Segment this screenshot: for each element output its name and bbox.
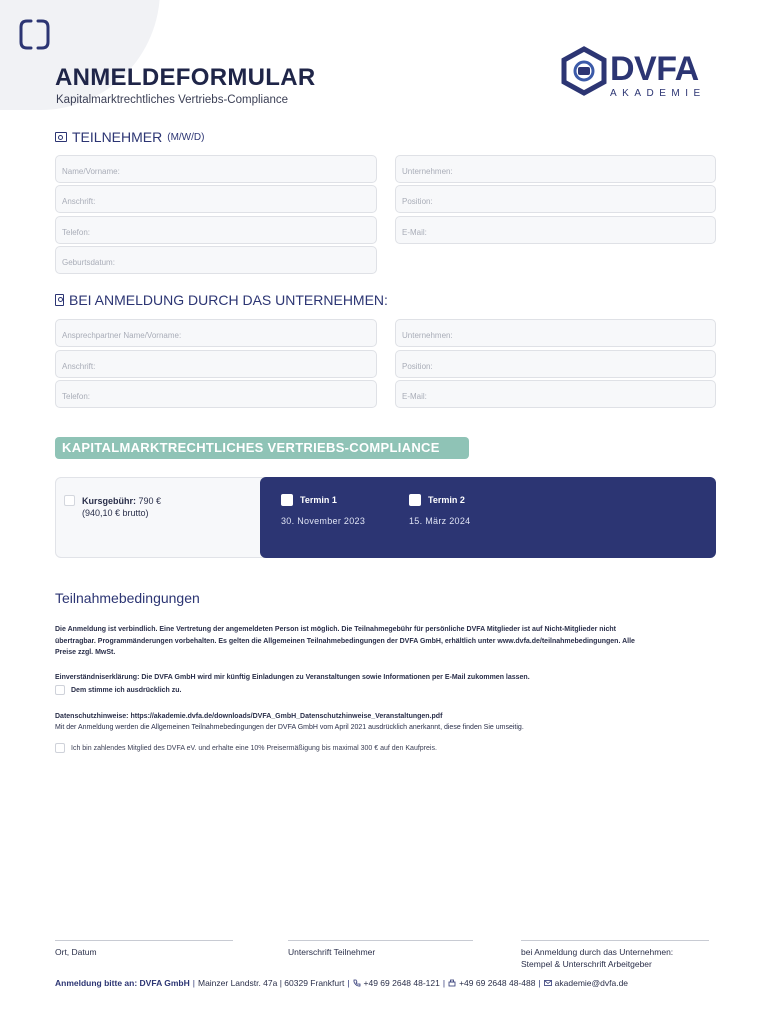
participant-name-field[interactable] bbox=[55, 155, 377, 183]
consent-text: Einverständniserklärung: Die DVFA GmbH wird mir künftig Einladungen zu Veranstaltungen sowie Informationen per E-Mail zukommen lassen. bbox=[55, 674, 530, 681]
consent-check-line bbox=[55, 685, 181, 695]
field-label: Unternehmen: bbox=[402, 167, 453, 176]
consent-check-label: Dem stimme ich ausdrücklich zu. bbox=[71, 686, 182, 694]
field-label: Ansprechpartner Name/Vorname: bbox=[62, 331, 182, 340]
course-fee-box bbox=[55, 477, 265, 558]
signature-participant bbox=[288, 940, 473, 958]
fee-value: 790 € bbox=[138, 496, 162, 506]
dvfa-logo bbox=[558, 46, 718, 102]
participant-position-field[interactable] bbox=[395, 185, 716, 213]
signature-label: bei Anmeldung durch das Unternehmen: bbox=[521, 947, 674, 957]
page-subtitle: Kapitalmarktrechtliches Vertriebs-Compliance bbox=[56, 94, 289, 106]
company-section-title bbox=[55, 292, 388, 308]
field-label: Telefon: bbox=[62, 228, 91, 237]
company-address-field[interactable] bbox=[55, 350, 377, 378]
fax-icon bbox=[448, 979, 456, 987]
signature-company bbox=[521, 940, 709, 970]
mail-icon bbox=[544, 979, 552, 987]
company-company-field[interactable] bbox=[395, 319, 716, 347]
id-card-icon bbox=[55, 132, 67, 142]
footer-phone[interactable]: +49 69 2648 48-121 bbox=[363, 978, 440, 988]
conditions-heading: Teilnahmebedingungen bbox=[55, 590, 200, 606]
termin2-label: Termin 2 bbox=[428, 495, 465, 505]
participant-email-field[interactable] bbox=[395, 216, 716, 244]
participant-birthdate-field[interactable] bbox=[55, 246, 377, 274]
footer-fax[interactable]: +49 69 2648 48-488 bbox=[459, 978, 536, 988]
signature-label: Stempel & Unterschrift Arbeitgeber bbox=[521, 959, 652, 969]
footer-contact: Anmeldung bitte an: DVFA GmbH | Mainzer Landstr. 47a | 60329 Frankfurt | +49 69 2648 48-121 | +49 69 2648 48-488 | akademie@dvfa.de bbox=[55, 978, 629, 988]
field-label: E-Mail: bbox=[402, 228, 427, 237]
footer-address: Mainzer Landstr. 47a | 60329 Frankfurt bbox=[197, 978, 345, 988]
phone-icon bbox=[353, 979, 361, 987]
field-label: Name/Vorname: bbox=[62, 167, 120, 176]
building-icon bbox=[55, 294, 64, 306]
termin2 bbox=[409, 494, 465, 506]
signature-label: Unterschrift Teilnehmer bbox=[288, 947, 376, 957]
course-band: KAPITALMARKTRECHTLICHES VERTRIEBS-COMPLIANCE bbox=[55, 437, 469, 459]
company-contact-field[interactable] bbox=[55, 319, 377, 347]
field-label: Anschrift: bbox=[62, 362, 96, 371]
termin1-label: Termin 1 bbox=[300, 495, 337, 505]
logo-brand: DVFA bbox=[610, 50, 699, 88]
termin2-checkbox[interactable] bbox=[409, 494, 421, 506]
course-fee-checkbox[interactable] bbox=[64, 495, 75, 506]
signature-place-date bbox=[55, 940, 233, 958]
participant-address-field[interactable] bbox=[55, 185, 377, 213]
field-label: Unternehmen: bbox=[402, 331, 453, 340]
company-title-text: BEI ANMELDUNG DURCH DAS UNTERNEHMEN: bbox=[69, 292, 388, 308]
course-dates-box bbox=[260, 477, 716, 558]
member-check-line bbox=[55, 743, 437, 753]
footer-lead: Anmeldung bitte an: bbox=[55, 978, 138, 988]
consent-checkbox[interactable] bbox=[55, 685, 65, 695]
field-label: Anschrift: bbox=[62, 197, 96, 206]
company-position-field[interactable] bbox=[395, 350, 716, 378]
member-checkbox[interactable] bbox=[55, 743, 65, 753]
participant-title-suffix: (M/W/D) bbox=[167, 131, 205, 143]
conditions-paragraph: Die Anmeldung ist verbindlich. Eine Vertretung der angemeldeten Person ist möglich. Die Teilnahmegebühr für persönliche DVFA Mitglieder ist auf Nicht-Mitglieder nicht übertragbar. Programmänderungen vorbehalten. Es gelten die Allgemeinen Teilnahmebedingungen der DVFA GmbH, erhältlich unter www.dvfa.de/teilnahmebedingungen. Alle Preise zzgl. MwSt. bbox=[55, 626, 635, 656]
field-label: E-Mail: bbox=[402, 392, 427, 401]
participant-phone-field[interactable] bbox=[55, 216, 377, 244]
field-label: Position: bbox=[402, 197, 433, 206]
field-label: Geburtsdatum: bbox=[62, 258, 115, 267]
company-email-field[interactable] bbox=[395, 380, 716, 408]
termin2-date: 15. März 2024 bbox=[409, 516, 471, 526]
footer-org: DVFA GmbH bbox=[139, 978, 190, 988]
participant-section-title bbox=[55, 129, 204, 145]
participant-company-field[interactable] bbox=[395, 155, 716, 183]
termin1-date: 30. November 2023 bbox=[281, 516, 366, 526]
course-fee-brutto: (940,10 € brutto) bbox=[82, 508, 149, 518]
footer-email[interactable]: akademie@dvfa.de bbox=[554, 978, 629, 988]
field-label: Telefon: bbox=[62, 392, 91, 401]
field-label: Position: bbox=[402, 362, 433, 371]
termin1 bbox=[281, 494, 337, 506]
termin1-checkbox[interactable] bbox=[281, 494, 293, 506]
page-title: ANMELDEFORMULAR bbox=[55, 64, 316, 91]
signature-label: Ort, Datum bbox=[55, 947, 97, 957]
privacy-link[interactable]: Datenschutzhinweise: https://akademie.dvfa.de/downloads/DVFA_GmbH_Datenschutzhinweise_Veranstaltungen.pdf bbox=[55, 713, 443, 720]
dvfa-emblem-icon bbox=[558, 46, 610, 96]
logo-sub: AKADEMIE bbox=[610, 88, 706, 99]
document-frame-icon bbox=[18, 18, 51, 51]
participant-title-text: TEILNEHMER bbox=[72, 129, 163, 145]
course-fee-line bbox=[82, 496, 161, 506]
member-check-label: Ich bin zahlendes Mitglied des DVFA eV. und erhalte eine 10% Preisermäßigung bis maximal 300 € auf den Kaufpreis. bbox=[71, 744, 437, 752]
company-phone-field[interactable] bbox=[55, 380, 377, 408]
privacy-note: Mit der Anmeldung werden die Allgemeinen Teilnahmebedingungen der DVFA GmbH vom April 2021 ausdrücklich anerkannt, diese finden Sie umseitig. bbox=[55, 724, 524, 731]
fee-label: Kursgebühr: bbox=[82, 496, 136, 506]
